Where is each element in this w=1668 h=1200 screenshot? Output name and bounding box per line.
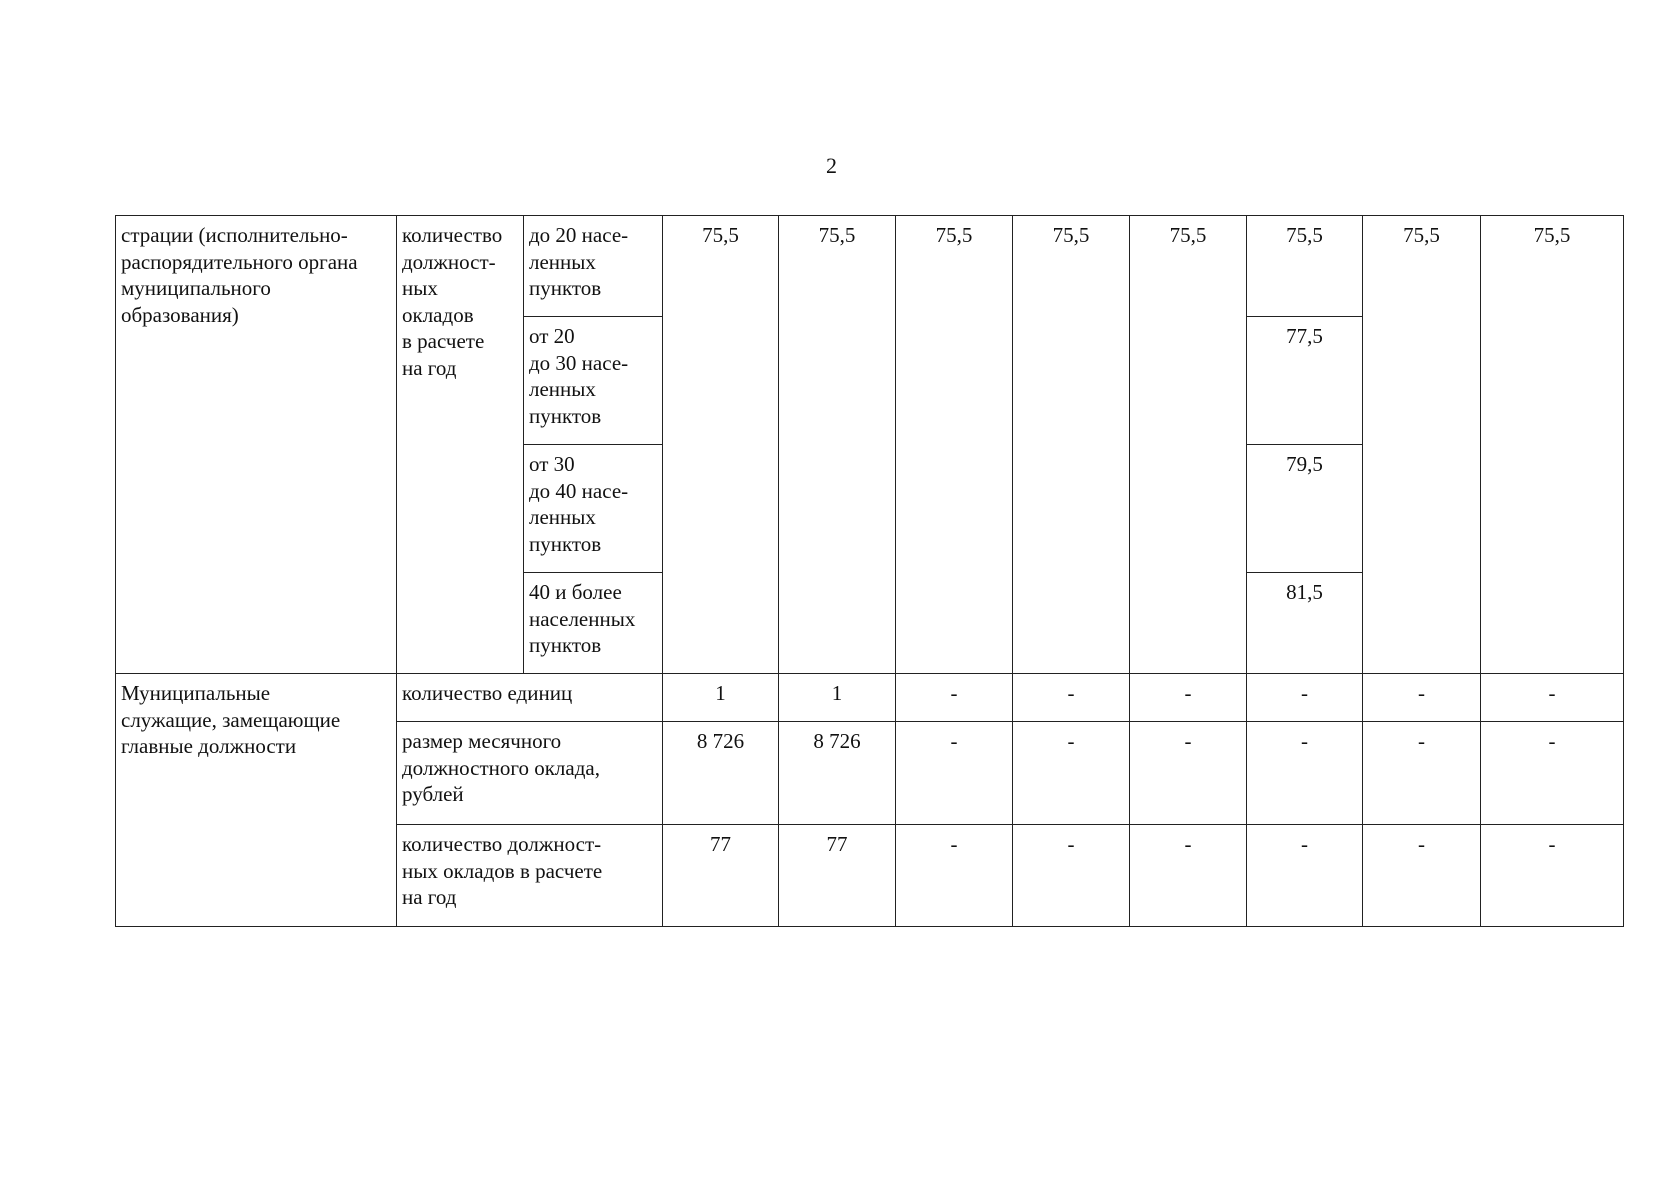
tier-cell-30-to-40: от 30 до 40 насе- ленных пунктов <box>524 445 663 573</box>
category-cell-administration: страции (исполнительно- распорядительного органа муниципального образования) <box>116 216 397 674</box>
indicator-cell-salaries-per-year: количество должност- ных окладов в расчете на год <box>397 825 663 927</box>
value-cell: - <box>896 722 1013 825</box>
salary-norms-table <box>115 215 1624 927</box>
tier-cell-40-and-more: 40 и более населенных пунктов <box>524 573 663 674</box>
value-cell: - <box>1363 825 1481 927</box>
value-cell: - <box>1481 722 1624 825</box>
value-cell: - <box>1130 825 1247 927</box>
value-cell: 79,5 <box>1247 445 1363 573</box>
value-cell: 81,5 <box>1247 573 1363 674</box>
table-row <box>116 674 1624 722</box>
value-cell: - <box>1481 674 1624 722</box>
value-cell: 77,5 <box>1247 317 1363 445</box>
value-cell: - <box>1130 674 1247 722</box>
value-cell: 1 <box>663 674 779 722</box>
value-cell: - <box>1013 722 1130 825</box>
tier-cell-20-to-30: от 20 до 30 насе- ленных пунктов <box>524 317 663 445</box>
value-cell: 75,5 <box>779 216 896 674</box>
value-cell: 1 <box>779 674 896 722</box>
value-cell: - <box>1247 722 1363 825</box>
value-cell: - <box>896 825 1013 927</box>
value-cell: 77 <box>779 825 896 927</box>
tier-cell-up-to-20: до 20 насе- ленных пунктов <box>524 216 663 317</box>
value-cell: - <box>1247 825 1363 927</box>
table-row <box>116 216 1624 317</box>
value-cell: 75,5 <box>896 216 1013 674</box>
value-cell: 75,5 <box>1481 216 1624 674</box>
value-cell: - <box>896 674 1013 722</box>
indicator-cell-units: количество единиц <box>397 674 663 722</box>
value-cell: 75,5 <box>663 216 779 674</box>
value-cell: - <box>1247 674 1363 722</box>
value-cell: - <box>1130 722 1247 825</box>
value-cell: 8 726 <box>663 722 779 825</box>
value-cell: 75,5 <box>1247 216 1363 317</box>
category-cell-chief-positions: Муниципальные служащие, замещающие главные должности <box>116 674 397 927</box>
value-cell: - <box>1013 825 1130 927</box>
value-cell: 75,5 <box>1363 216 1481 674</box>
value-cell: 75,5 <box>1130 216 1247 674</box>
page-number: 2 <box>826 153 837 178</box>
value-cell: - <box>1481 825 1624 927</box>
value-cell: - <box>1363 674 1481 722</box>
value-cell: 75,5 <box>1013 216 1130 674</box>
value-cell: 8 726 <box>779 722 896 825</box>
indicator-cell-monthly-salary: размер месячного должностного оклада, рублей <box>397 722 663 825</box>
indicator-cell-salaries-per-year: количество должност- ных окладов в расчете на год <box>397 216 524 674</box>
value-cell: - <box>1363 722 1481 825</box>
value-cell: - <box>1013 674 1130 722</box>
value-cell: 77 <box>663 825 779 927</box>
